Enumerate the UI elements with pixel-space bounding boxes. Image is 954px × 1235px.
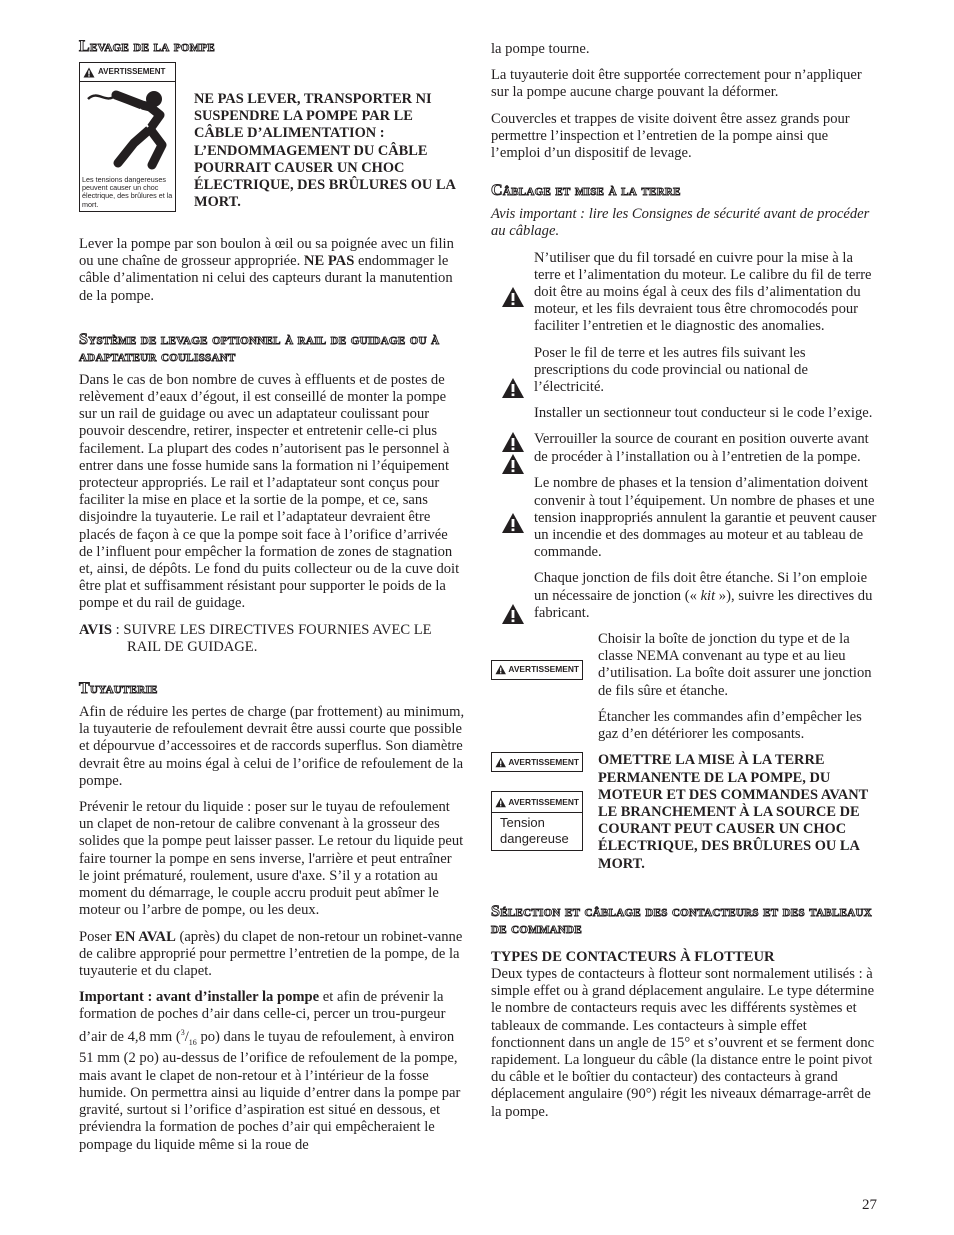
warning-triangle-icon <box>501 286 525 308</box>
wiring-text-5: Le nombre de phases et la tension d’alimentation doivent convenir à tout l’équipement. Un nombre de phases et une tension inappropriés annulent la garantie et peuvent causer un incendie et des dommages au moteur et au tableau de commande. <box>534 475 877 561</box>
access-paragraph: Couvercles et trappes de visite doivent être assez grands pour permettre l’inspection et l’entretien de la pompe ainsi que l’emploi d’un dispositif de levage. <box>491 110 850 162</box>
section-heading-levage: Levage de la pompe <box>79 38 216 55</box>
tuyauterie-paragraph-3: Poser EN AVAL (après) du clapet de non-retour un robinet-vanne de calibre approprié pour permettre l’entretien de la pompe, de la tuyauterie et du clapet. <box>79 928 463 979</box>
wiring-item-2 <box>491 345 877 406</box>
lifting-warning-text: NE PAS LEVER, TRANSPORTER NI SUSPENDRE LA POMPE PAR LE CÂBLE D’ALIMENTATION : L’ENDOMMAGEMENT DU CÂBLE POURRAIT CAUSER UN CHOC ÉLECTRIQUE, DES BRÛLURES OU LA MORT. <box>194 91 456 211</box>
pipe-support-paragraph: La tuyauterie doit être supportée correctement pour n’appliquer sur la pompe aucune charge pouvant la déformer. <box>491 67 862 101</box>
warning-triangle-icon <box>495 797 506 808</box>
warning-label-header <box>80 63 175 82</box>
warning-label-small-text: Les tensions dangereuses peuvent causer un choc électrique, des brûlures et la mort. <box>82 174 173 209</box>
seal-controls-text: Étancher les commandes afin d’empêcher les gaz d’en détériorer les composants. <box>598 708 862 743</box>
avertissement-badge: AVERTISSEMENT <box>491 660 583 680</box>
junction-box-text: Choisir la boîte de jonction du type et de la classe NEMA convenant au type et au lieu d’utilisation. La boîte doit assurer une jonction de fils sûre et étanche. <box>598 631 872 699</box>
wiring-item-4 <box>491 431 877 475</box>
wiring-item-6 <box>491 570 877 631</box>
warning-triangle-icon <box>501 377 525 399</box>
wiring-text-3: Installer un sectionneur tout conducteur si le code l’exige. <box>534 405 873 422</box>
avis-paragraph: AVIS : SUIVRE LES DIRECTIVES FOURNIES AVEC LE RAIL DE GUIDAGE. <box>79 621 432 655</box>
wiring-text-4: Verrouiller la source de courant en position ouverte avant de procéder à l’installation ou à l’entretien de la pompe. <box>534 431 869 465</box>
warning-item-2 <box>491 709 877 752</box>
rail-paragraph: Dans le cas de bon nombre de cuves à effluents et de postes de relèvement d’eaux d’égout, il est conseillé de monter la pompe sur un rail de guidage ou avec un adaptateur coulissant pour pouvoir descendre, retirer, inspecter et entretenir celle-ci plus facilement. La plupart des codes n’autorisent pas le personnel à entrer dans une fosse humide sans la formation ni l’équipement protecteur appropriés. Le rail et l’adaptateur sont conçus pour faciliter la mise en place et la sortie de la pompe, et ce, sans disjoindre la tuyauterie. Le rail et l’adaptateur devraient être placés de façon à ce que la pompe soit face à l’orifice d’arrivée de l’influent pour empêcher la formation de zones de stagnation et, ainsi, de dépôts. Le fond du puits collecteur ou de la cuve doit être plat et suffisamment résistant pour supporter le poids de la pompe et du rail de guidage. <box>79 371 460 612</box>
lifting-paragraph: Lever la pompe par son boulon à œil ou sa poignée avec un filin ou une chaîne de grosseur appropriée. NE PAS endommager le câble d’alimentation ni celui des capteurs durant la manutention de la pompe. <box>79 236 454 304</box>
section-heading-rail: Système de levage optionnel à rail de guidage ou à adaptateur coulissant <box>79 330 440 365</box>
electric-shock-person-icon <box>84 85 172 171</box>
warning-triangle-icon <box>495 757 506 768</box>
electric-shock-warning-label <box>79 62 176 212</box>
avertissement-badge: AVERTISSEMENT <box>491 752 583 772</box>
wiring-text-6: Chaque jonction de fils doit être étanche. Si l’on emploie un nécessaire de jonction (« kit »), suivre les directives du fabricant. <box>534 570 873 621</box>
pipe-paragraph-cont: la pompe tourne. <box>491 41 590 57</box>
subheading-float-types: TYPES DE CONTACTEURS À FLOTTEUR <box>491 948 775 965</box>
warning-triangle-icon <box>501 453 525 475</box>
grounding-warning-text: OMETTRE LA MISE À LA TERRE PERMANENTE DE LA POMPE, DU MOTEUR ET DES COMMANDES AVANT LE BRANCHEMENT À LA SOURCE DE COURANT PEUT CAUSER UN CHOC ÉLECTRIQUE, DES BRÛLURES OU LA MORT. <box>598 752 869 872</box>
tuyauterie-paragraph-2: Prévenir le retour du liquide : poser sur le tuyau de refoulement un clapet de non-retour de calibre convenant à la grosseur des solides que la pompe peut laisser passer. Le retour du liquide peut faire tourner la pompe en sens inverse, l'arrière et peut entraîner le joint prématuré, roulement, usure d'axe. S’il y a rotation au moment du démarrage, le couple accru produit peut abîmer le moteur ou l’arbre de pompe, ou les deux. <box>79 799 464 919</box>
warning-triangle-icon <box>501 603 525 625</box>
warning-label-text: AVERTISSEMENT <box>98 67 166 77</box>
page-number: 27 <box>862 1197 877 1213</box>
warning-triangle-icon <box>501 431 525 453</box>
section-heading-contacteurs: Sélection et câblage des contacteurs et des tableaux de commande <box>491 902 872 937</box>
dangerous-voltage-badge: AVERTISSEMENT Tension dangereuse <box>491 791 583 851</box>
left-column <box>79 38 465 1163</box>
warning-triangle-icon <box>501 512 525 534</box>
warning-item-1 <box>491 631 877 709</box>
wiring-item-5 <box>491 475 877 570</box>
section-heading-tuyauterie: Tuyauterie <box>79 680 158 698</box>
cablage-important-notice: Avis important : lire les Consignes de sécurité avant de procéder au câblage. <box>491 206 870 240</box>
wiring-text-1: N’utiliser que du fil torsadé en cuivre pour la mise à la terre et l’alimentation du moteur. Le calibre du fil de terre doit être au moins égal à ceux des fils d’alimentation du moteur, et les fils devraient tous être chromocodés pour faciliter l’entretien et le diagnostic des anomalies. <box>534 249 872 335</box>
warning-item-3 <box>491 752 877 881</box>
warning-triangle-icon <box>83 67 95 78</box>
warning-triangle-icon <box>495 664 506 675</box>
right-column <box>491 41 877 1130</box>
section-heading-cablage: Câblage et mise à la terre <box>491 182 681 200</box>
wiring-item-3 <box>491 405 877 431</box>
tuyauterie-paragraph-1: Afin de réduire les pertes de charge (par frottement) au minimum, la tuyauterie de refoulement devrait être aussi courte que possible et dépourvue d’accessoires et de raccords superflus. Son diamètre devrait être au moins égal à celui de l’orifice de refoulement de la pompe. <box>79 704 465 789</box>
wiring-item-1 <box>491 250 877 345</box>
dangerous-voltage-text: Tension dangereuse <box>500 815 569 847</box>
float-switch-paragraph: Deux types de contacteurs à flotteur sont normalement utilisés : à simple effet ou à grand déplacement angulaire. Le type détermine le nombre de contacteurs requis avec les différents systèmes et tableaux de commande. Les contacteurs à simple effet fonctionnent dans un angle de 15° et s’ouvrent et se ferment donc rapidement. La longueur du câble (la distance entre le point pivot du câble et le boîtier du contacteur) des contacteurs à grand déplacement angulaire (90°) régit les niveaux démarrage-arrêt de la pompe. <box>491 965 875 1120</box>
wiring-text-2: Poser le fil de terre et les autres fils suivant les prescriptions du code provincial ou national de l’électricité. <box>534 344 808 396</box>
tuyauterie-paragraph-4: Important : avant d’installer la pompe et afin de prévenir la formation de poches d’air dans celle-ci, percer un trou-purgeur d’air de 4,8 mm ($^3/_{16}$ po) dans le tuyau de refoulement, à environ 51 mm (2 po) au-dessus de l’orifice de refoulement de la pompe, mais avant le clapet de non-retour et à l’intérieur de la fosse humide. On permettra ainsi au liquide d’entrer dans la pompe par gravité, surtout si l’orifice d’aspiration est situé en dessous, et préviendra la formation de poches d’air qui empêcheraient le pompage du liquide même si la roue de <box>79 989 461 1153</box>
